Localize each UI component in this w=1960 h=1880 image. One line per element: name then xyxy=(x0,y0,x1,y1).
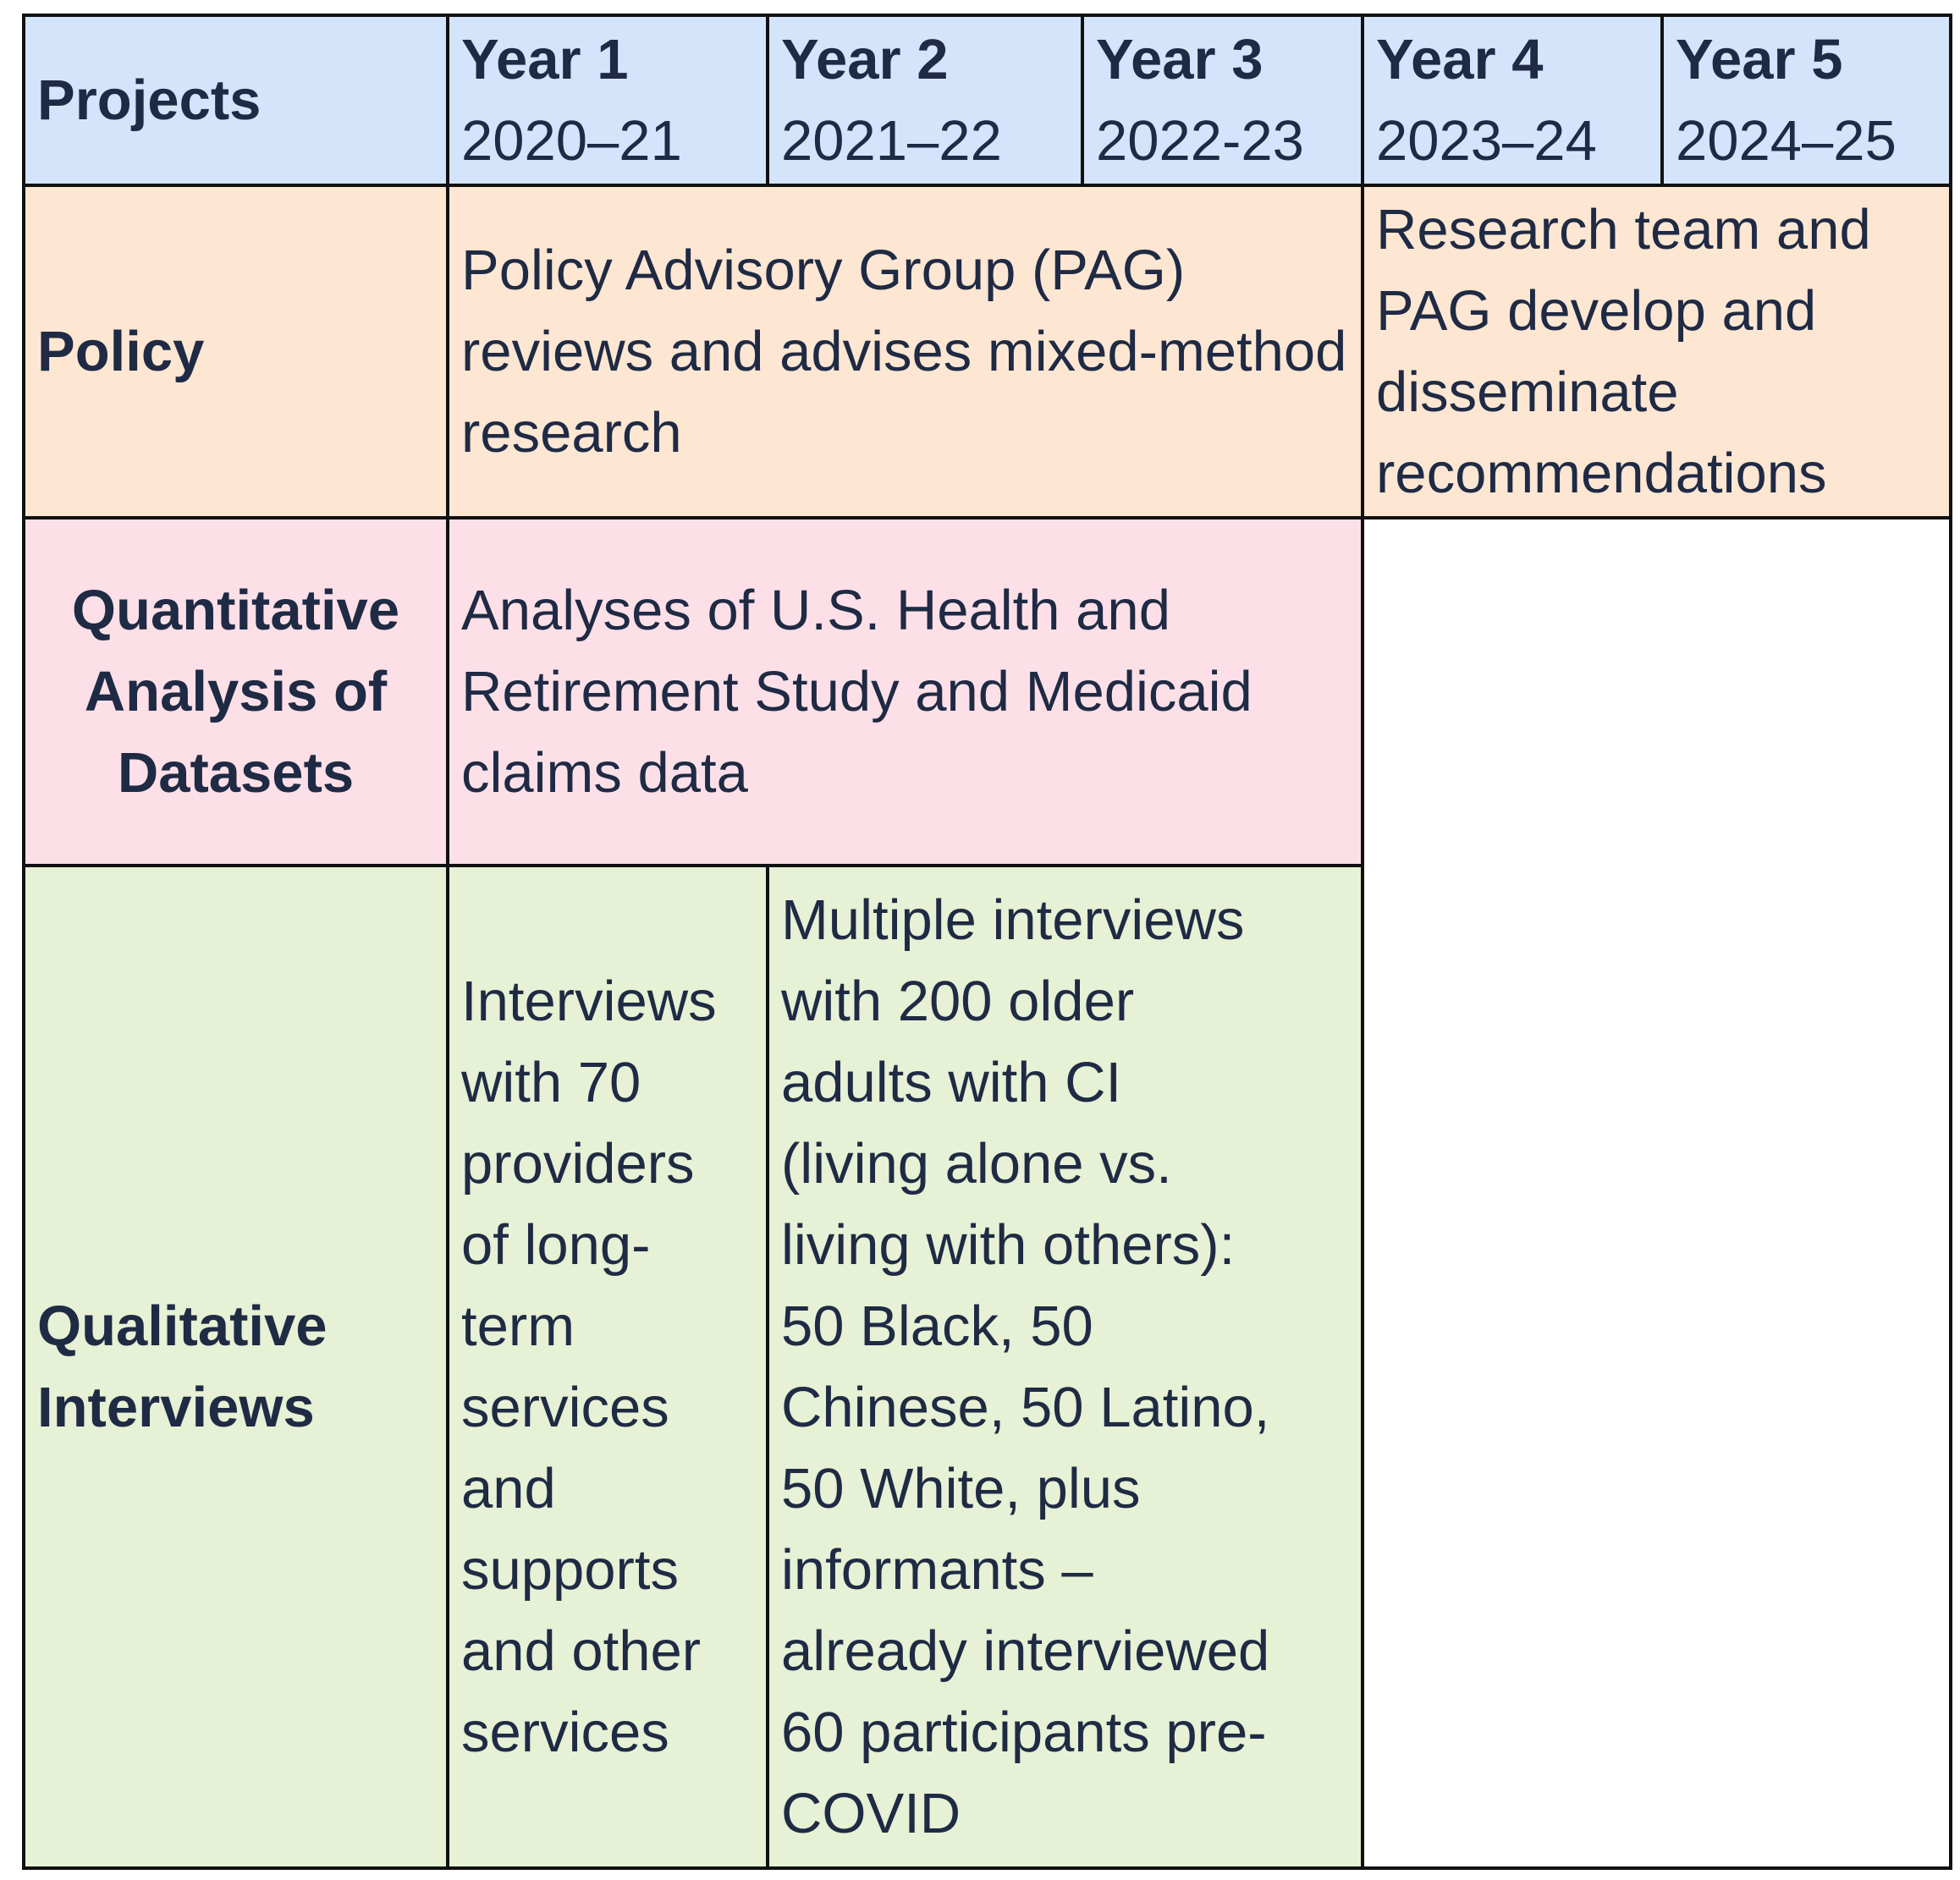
year-2-dates: 2021–22 xyxy=(781,108,1002,173)
quantitative-row xyxy=(24,518,1951,866)
year-4-header xyxy=(1363,15,1662,185)
projects-header: Projects xyxy=(24,15,448,185)
policy-row xyxy=(24,185,1951,518)
year-4-label: Year 4 xyxy=(1376,27,1544,91)
empty-cell xyxy=(1363,518,1951,1868)
older-adult-interviews-cell: Multiple interviews with 200 older adults with CI (living alone vs. living with others): 50 Black, 50 Chinese, 50 Latino, 50 White, plus informants – already interviewed 60 participants pre- COVID xyxy=(768,866,1363,1868)
provider-interviews-cell: Interviews with 70 providers of long- term services and supports and other services xyxy=(448,866,768,1868)
pag-review-cell: Policy Advisory Group (PAG) reviews and advises mixed-method research xyxy=(448,185,1363,518)
year-1-header xyxy=(448,15,768,185)
header-row xyxy=(24,15,1951,185)
year-1-label: Year 1 xyxy=(461,27,629,91)
year-3-header xyxy=(1082,15,1363,185)
project-timeline-table xyxy=(22,14,1952,1870)
year-2-label: Year 2 xyxy=(781,27,949,91)
year-4-dates: 2023–24 xyxy=(1376,108,1597,173)
recommendations-cell: Research team and PAG develop and disseminate recommendations xyxy=(1363,185,1951,518)
year-5-label: Year 5 xyxy=(1676,27,1843,91)
year-5-header xyxy=(1662,15,1951,185)
year-5-dates: 2024–25 xyxy=(1676,108,1897,173)
year-1-dates: 2020–21 xyxy=(461,108,682,173)
year-3-dates: 2022-23 xyxy=(1096,108,1304,173)
year-2-header xyxy=(768,15,1082,185)
quantitative-label: Quantitative Analysis of Datasets xyxy=(24,518,448,866)
qualitative-label: Qualitative Interviews xyxy=(24,866,448,1868)
policy-label: Policy xyxy=(24,185,448,518)
dataset-analyses-cell: Analyses of U.S. Health and Retirement Study and Medicaid claims data xyxy=(448,518,1363,866)
year-3-label: Year 3 xyxy=(1096,27,1264,91)
